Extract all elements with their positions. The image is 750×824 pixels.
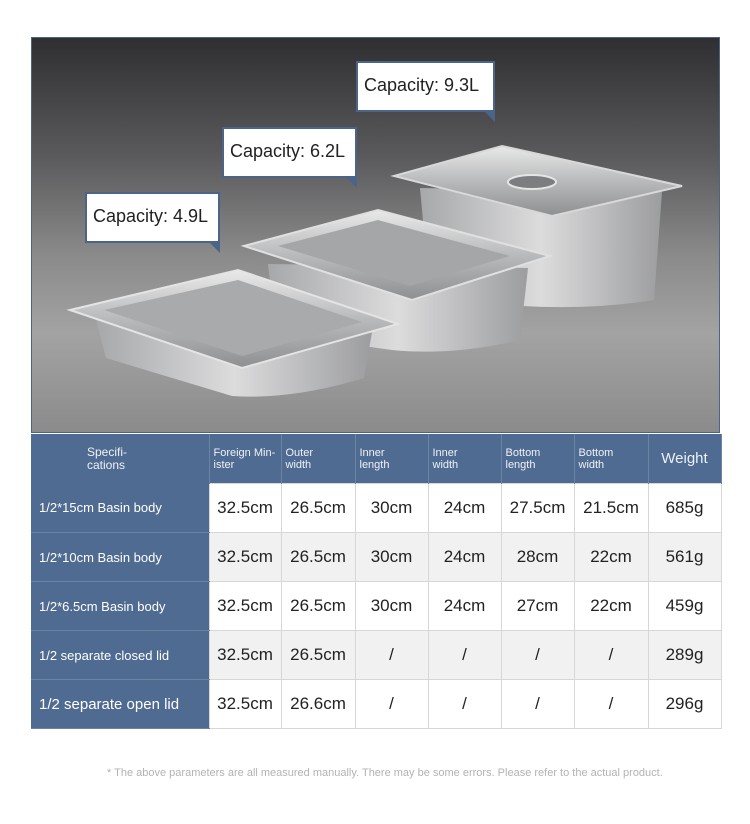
header-inner-length: Inner length (355, 434, 428, 484)
cell-bottom-length: / (501, 631, 574, 680)
cell-inner-width: 24cm (428, 582, 501, 631)
cell-outer-length: 32.5cm (209, 582, 281, 631)
header-specifications: Specifi- cations (31, 434, 209, 484)
measurement-disclaimer: * The above parameters are all measured manually. There may be some errors. Please refer to the actual product. (107, 767, 663, 779)
header-bottom-width: Bottom width (574, 434, 648, 484)
header-outer-length: Foreign Min- ister (209, 434, 281, 484)
cell-outer-width: 26.5cm (281, 533, 355, 582)
cell-inner-length: 30cm (355, 484, 428, 533)
cell-bottom-width: 22cm (574, 533, 648, 582)
cell-inner-width: / (428, 680, 501, 729)
cell-bottom-width: 21.5cm (574, 484, 648, 533)
cell-outer-width: 26.5cm (281, 631, 355, 680)
cell-outer-length: 32.5cm (209, 484, 281, 533)
cell-weight: 459g (648, 582, 721, 631)
row-label: 1/2*10cm Basin body (31, 533, 209, 582)
cell-inner-length: 30cm (355, 582, 428, 631)
lid-handle (508, 175, 556, 189)
cell-bottom-length: 28cm (501, 533, 574, 582)
cell-inner-width: / (428, 631, 501, 680)
cell-weight: 685g (648, 484, 721, 533)
capacity-callout-medium: Capacity: 6.2L (222, 127, 357, 178)
row-label: 1/2*6.5cm Basin body (31, 582, 209, 631)
cell-inner-width: 24cm (428, 484, 501, 533)
cell-outer-width: 26.6cm (281, 680, 355, 729)
cell-inner-length: / (355, 631, 428, 680)
cell-inner-length: 30cm (355, 533, 428, 582)
table-row (31, 582, 721, 631)
product-photo (31, 37, 720, 433)
cell-outer-width: 26.5cm (281, 582, 355, 631)
header-weight: Weight (648, 434, 721, 484)
cell-bottom-length: 27.5cm (501, 484, 574, 533)
table-row (31, 631, 721, 680)
cell-inner-width: 24cm (428, 533, 501, 582)
cell-outer-length: 32.5cm (209, 680, 281, 729)
cell-bottom-length: / (501, 680, 574, 729)
table-row (31, 680, 721, 729)
cell-bottom-width: / (574, 680, 648, 729)
row-label: 1/2 separate closed lid (31, 631, 209, 680)
cell-bottom-width: / (574, 631, 648, 680)
table-row (31, 484, 721, 533)
cell-outer-length: 32.5cm (209, 533, 281, 582)
capacity-callout-small: Capacity: 4.9L (85, 192, 220, 243)
specifications-table (31, 434, 722, 729)
cell-bottom-width: 22cm (574, 582, 648, 631)
row-label: 1/2*15cm Basin body (31, 484, 209, 533)
cell-weight: 561g (648, 533, 721, 582)
cell-inner-length: / (355, 680, 428, 729)
row-label: 1/2 separate open lid (31, 680, 209, 729)
header-outer-width: Outer width (281, 434, 355, 484)
table-header-row (31, 434, 721, 484)
cell-outer-length: 32.5cm (209, 631, 281, 680)
capacity-callout-large: Capacity: 9.3L (356, 61, 495, 112)
table-row (31, 533, 721, 582)
cell-outer-width: 26.5cm (281, 484, 355, 533)
cell-bottom-length: 27cm (501, 582, 574, 631)
cell-weight: 296g (648, 680, 721, 729)
cell-weight: 289g (648, 631, 721, 680)
header-inner-width: Inner width (428, 434, 501, 484)
header-bottom-length: Bottom length (501, 434, 574, 484)
